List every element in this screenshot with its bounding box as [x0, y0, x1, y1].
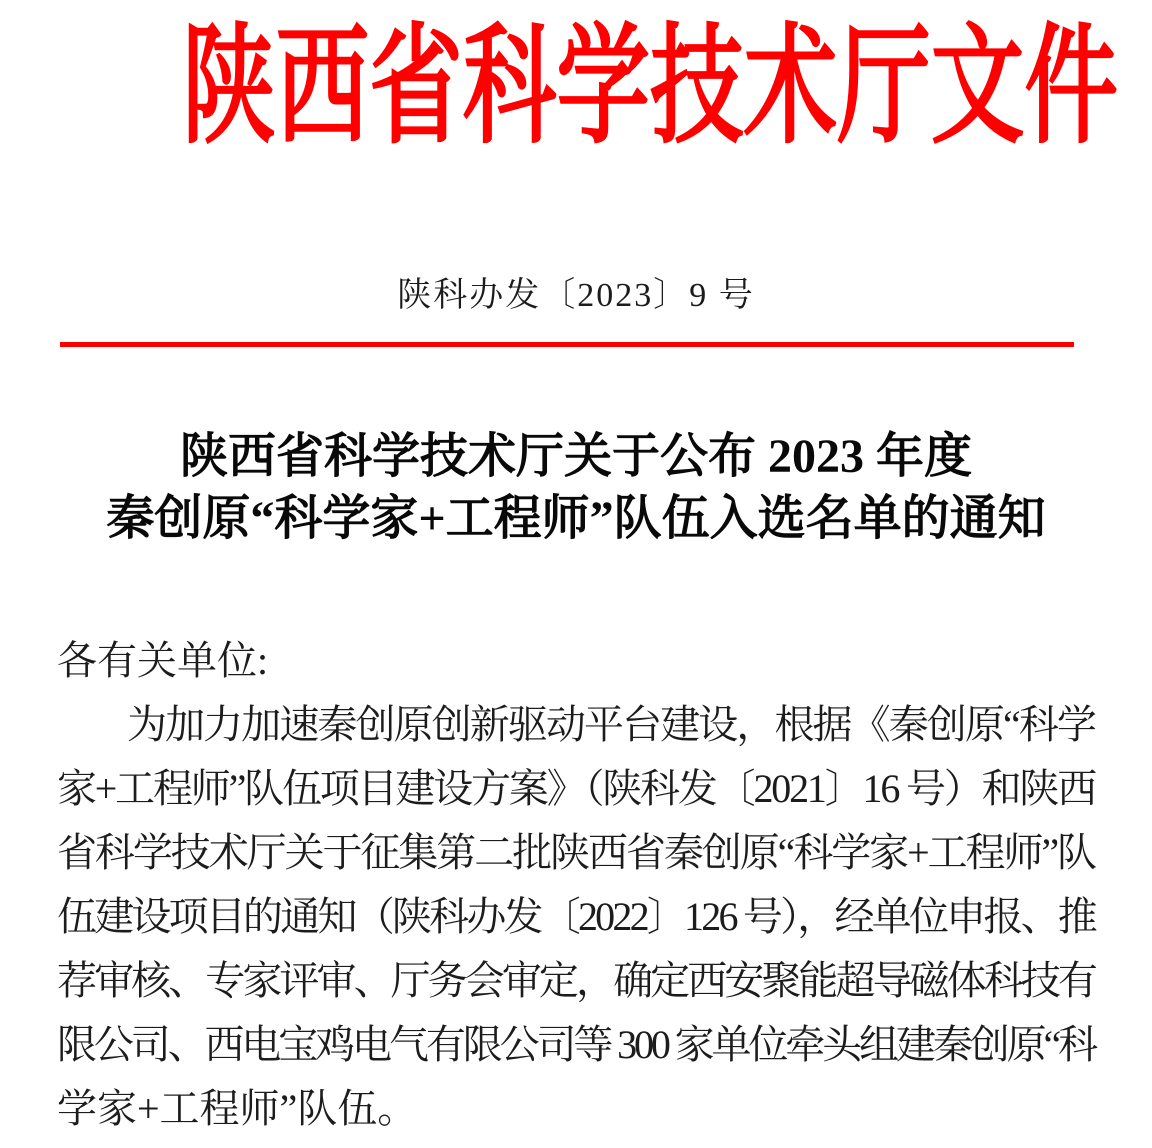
body-paragraph-line: 省科学技术厅关于征集第二批陕西省秦创原“科学家+工程师”队 [57, 830, 1095, 875]
body-paragraph-line: 荐审核、专家评审、厅务会审定，确定西安聚能超导磁体科技有 [57, 958, 1095, 1003]
salutation: 各有关单位: [57, 638, 269, 683]
document-body [57, 629, 1095, 1141]
red-divider-line [60, 342, 1074, 347]
body-paragraph-line: 为加力加速秦创原创新驱动平台建设，根据《秦创原“科学 [127, 702, 1095, 747]
notice-title-line-1: 陕西省科学技术厅关于公布 2023 年度 [179, 430, 972, 483]
body-paragraph-last-line: 学家+工程师”队伍。 [57, 1086, 418, 1131]
agency-masthead-title: 陕西省科学技术厅文件 [182, 16, 1119, 160]
notice-title-line-2: 秦创原“科学家+工程师”队伍入选名单的通知 [106, 492, 1046, 545]
body-paragraph-line: 家+工程师”队伍项目建设方案》（陕科发〔2021〕16 号）和陕西 [57, 766, 1095, 811]
body-paragraph-line: 限公司、西电宝鸡电气有限公司等 300 家单位牵头组建秦创原“科 [57, 1022, 1095, 1067]
notice-title [0, 426, 1152, 550]
document-number: 陕科办发〔2023〕9 号 [397, 277, 755, 314]
body-paragraph-line: 伍建设项目的通知（陕科办发〔2022〕126 号），经单位申报、推 [57, 894, 1095, 939]
document-masthead [0, 16, 1152, 160]
